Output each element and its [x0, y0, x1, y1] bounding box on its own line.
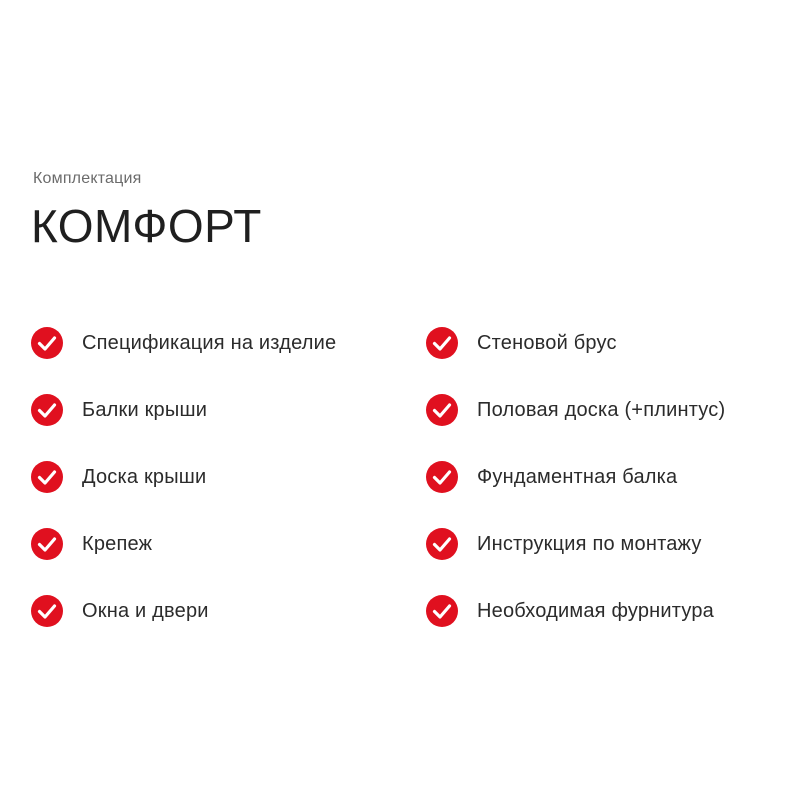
- check-circle-icon: [30, 460, 64, 494]
- check-circle-icon: [30, 393, 64, 427]
- feature-item: [30, 459, 206, 495]
- feature-item: [425, 593, 714, 629]
- check-circle-icon: [30, 527, 64, 561]
- feature-label: Стеновой брус: [477, 331, 617, 354]
- feature-label: Балки крыши: [82, 398, 208, 421]
- check-circle-icon: [425, 326, 459, 360]
- feature-item: [425, 459, 677, 495]
- check-circle-icon: [425, 527, 459, 561]
- feature-label: Окна и двери: [82, 599, 209, 622]
- check-circle-icon: [425, 594, 459, 628]
- feature-item: [425, 325, 617, 361]
- feature-item: [30, 325, 336, 361]
- feature-item: [425, 526, 702, 562]
- feature-label: Доска крыши: [82, 465, 207, 488]
- feature-item: [30, 526, 152, 562]
- check-circle-icon: [30, 594, 64, 628]
- check-circle-icon: [425, 393, 459, 427]
- feature-label: Спецификация на изделие: [82, 331, 337, 354]
- feature-label: Инструкция по монтажу: [477, 532, 702, 555]
- subtitle: Комплектация: [33, 170, 142, 187]
- feature-item: [30, 593, 209, 629]
- feature-item: [425, 392, 725, 428]
- page-title: КОМФОРТ: [31, 200, 262, 252]
- check-circle-icon: [425, 460, 459, 494]
- feature-label: Фундаментная балка: [477, 465, 678, 488]
- feature-label: Крепеж: [82, 532, 153, 555]
- feature-label: Половая доска (+плинтус): [477, 398, 726, 421]
- feature-item: [30, 392, 207, 428]
- check-circle-icon: [30, 326, 64, 360]
- feature-label: Необходимая фурнитура: [477, 599, 714, 622]
